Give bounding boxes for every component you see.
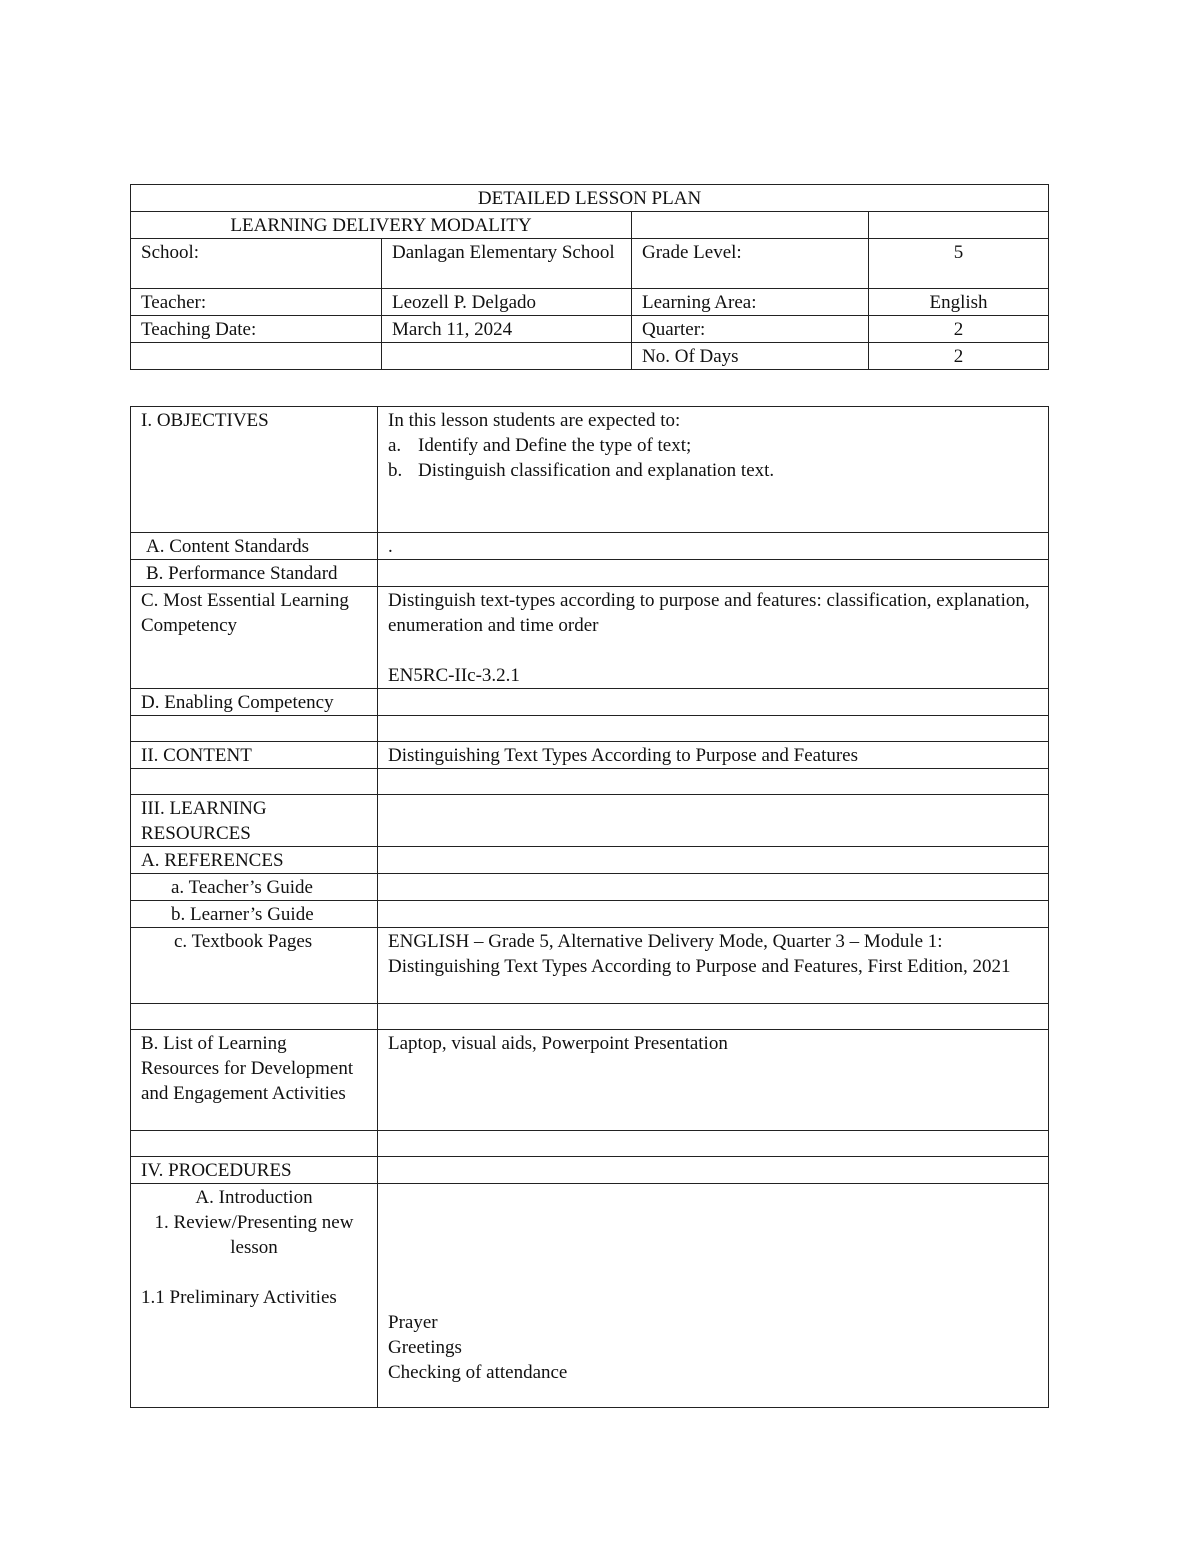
learning-area-value: English: [869, 289, 1049, 316]
empty-cell: [131, 769, 378, 795]
content-label: II. CONTENT: [131, 742, 378, 769]
objectives-content: [378, 407, 1049, 533]
activity-prayer: Prayer: [388, 1312, 438, 1333]
resources-list-label: B. List of Learning Resources for Development and Engagement Activities: [131, 1030, 378, 1131]
resources-list-value: Laptop, visual aids, Powerpoint Presentation: [378, 1030, 1049, 1131]
competency-label: C. Most Essential Learning Competency: [131, 587, 378, 689]
preliminary-label: 1.1 Preliminary Activities: [141, 1287, 337, 1308]
teaching-date-label: Teaching Date:: [131, 316, 382, 343]
activity-greetings: Greetings: [388, 1337, 462, 1358]
empty-cell: [131, 716, 378, 742]
lesson-body-table: [130, 406, 1049, 1408]
empty-cell: [131, 1131, 378, 1157]
references-value: [378, 847, 1049, 874]
teacher-label: Teacher:: [131, 289, 382, 316]
empty-cell: [131, 1004, 378, 1030]
learning-resources-value: [378, 795, 1049, 847]
objectives-intro: In this lesson students are expected to:: [388, 410, 681, 431]
modality-label: LEARNING DELIVERY MODALITY: [131, 212, 632, 239]
empty-cell: [382, 343, 632, 370]
learning-area-label: Learning Area:: [632, 289, 869, 316]
quarter-value: 2: [869, 316, 1049, 343]
modality-empty-cell: [632, 212, 869, 239]
grade-level-label: Grade Level:: [632, 239, 869, 289]
competency-content: [378, 587, 1049, 689]
learning-resources-label: III. LEARNING RESOURCES: [131, 795, 378, 847]
grade-level-value: 5: [869, 239, 1049, 289]
lesson-plan-title: DETAILED LESSON PLAN: [131, 185, 1049, 212]
empty-cell: [378, 1004, 1049, 1030]
procedures-steps: [131, 1184, 378, 1408]
teachers-guide-value: [378, 874, 1049, 901]
performance-standard-value: [378, 560, 1049, 587]
empty-cell: [131, 343, 382, 370]
procedures-label: IV. PROCEDURES: [131, 1157, 378, 1184]
days-value: 2: [869, 343, 1049, 370]
content-value: Distinguishing Text Types According to Purpose and Features: [378, 742, 1049, 769]
textbook-pages-label: c. Textbook Pages: [131, 928, 378, 1004]
enabling-competency-value: [378, 689, 1049, 716]
content-standards-value: .: [378, 533, 1049, 560]
references-label: A. REFERENCES: [131, 847, 378, 874]
content-standards-label: A. Content Standards: [131, 533, 378, 560]
objectives-list: [388, 433, 1038, 483]
school-value: Danlagan Elementary School: [382, 239, 632, 289]
teacher-value: Leozell P. Delgado: [382, 289, 632, 316]
empty-cell: [378, 769, 1049, 795]
days-label: No. Of Days: [632, 343, 869, 370]
enabling-competency-label: D. Enabling Competency: [131, 689, 378, 716]
activities-content: [378, 1184, 1049, 1408]
objective-item: a. Identify and Define the type of text;: [388, 435, 692, 456]
objectives-label: I. OBJECTIVES: [131, 407, 378, 533]
school-label: School:: [131, 239, 382, 289]
competency-code: EN5RC-IIc-3.2.1: [388, 665, 520, 686]
textbook-pages-value: ENGLISH – Grade 5, Alternative Delivery Mode, Quarter 3 – Module 1: Distinguishing Text Types According to Purpose and Features, First Edition, 2021: [378, 928, 1049, 1004]
learners-guide-label: b. Learner’s Guide: [131, 901, 378, 928]
header-table: [130, 184, 1049, 370]
performance-standard-label: B. Performance Standard: [131, 560, 378, 587]
teachers-guide-label: a. Teacher’s Guide: [131, 874, 378, 901]
empty-cell: [378, 716, 1049, 742]
objective-item: b. Distinguish classification and explanation text.: [388, 460, 775, 481]
modality-empty-cell: [869, 212, 1049, 239]
procedures-value: [378, 1157, 1049, 1184]
empty-cell: [378, 1131, 1049, 1157]
competency-text: Distinguish text-types according to purpose and features: classification, explanation, enumeration and time order: [388, 590, 1030, 636]
introduction-label: A. Introduction: [195, 1187, 313, 1208]
teaching-date-value: March 11, 2024: [382, 316, 632, 343]
quarter-label: Quarter:: [632, 316, 869, 343]
review-label: 1. Review/Presenting new lesson: [154, 1212, 354, 1258]
activity-attendance: Checking of attendance: [388, 1362, 568, 1383]
learners-guide-value: [378, 901, 1049, 928]
